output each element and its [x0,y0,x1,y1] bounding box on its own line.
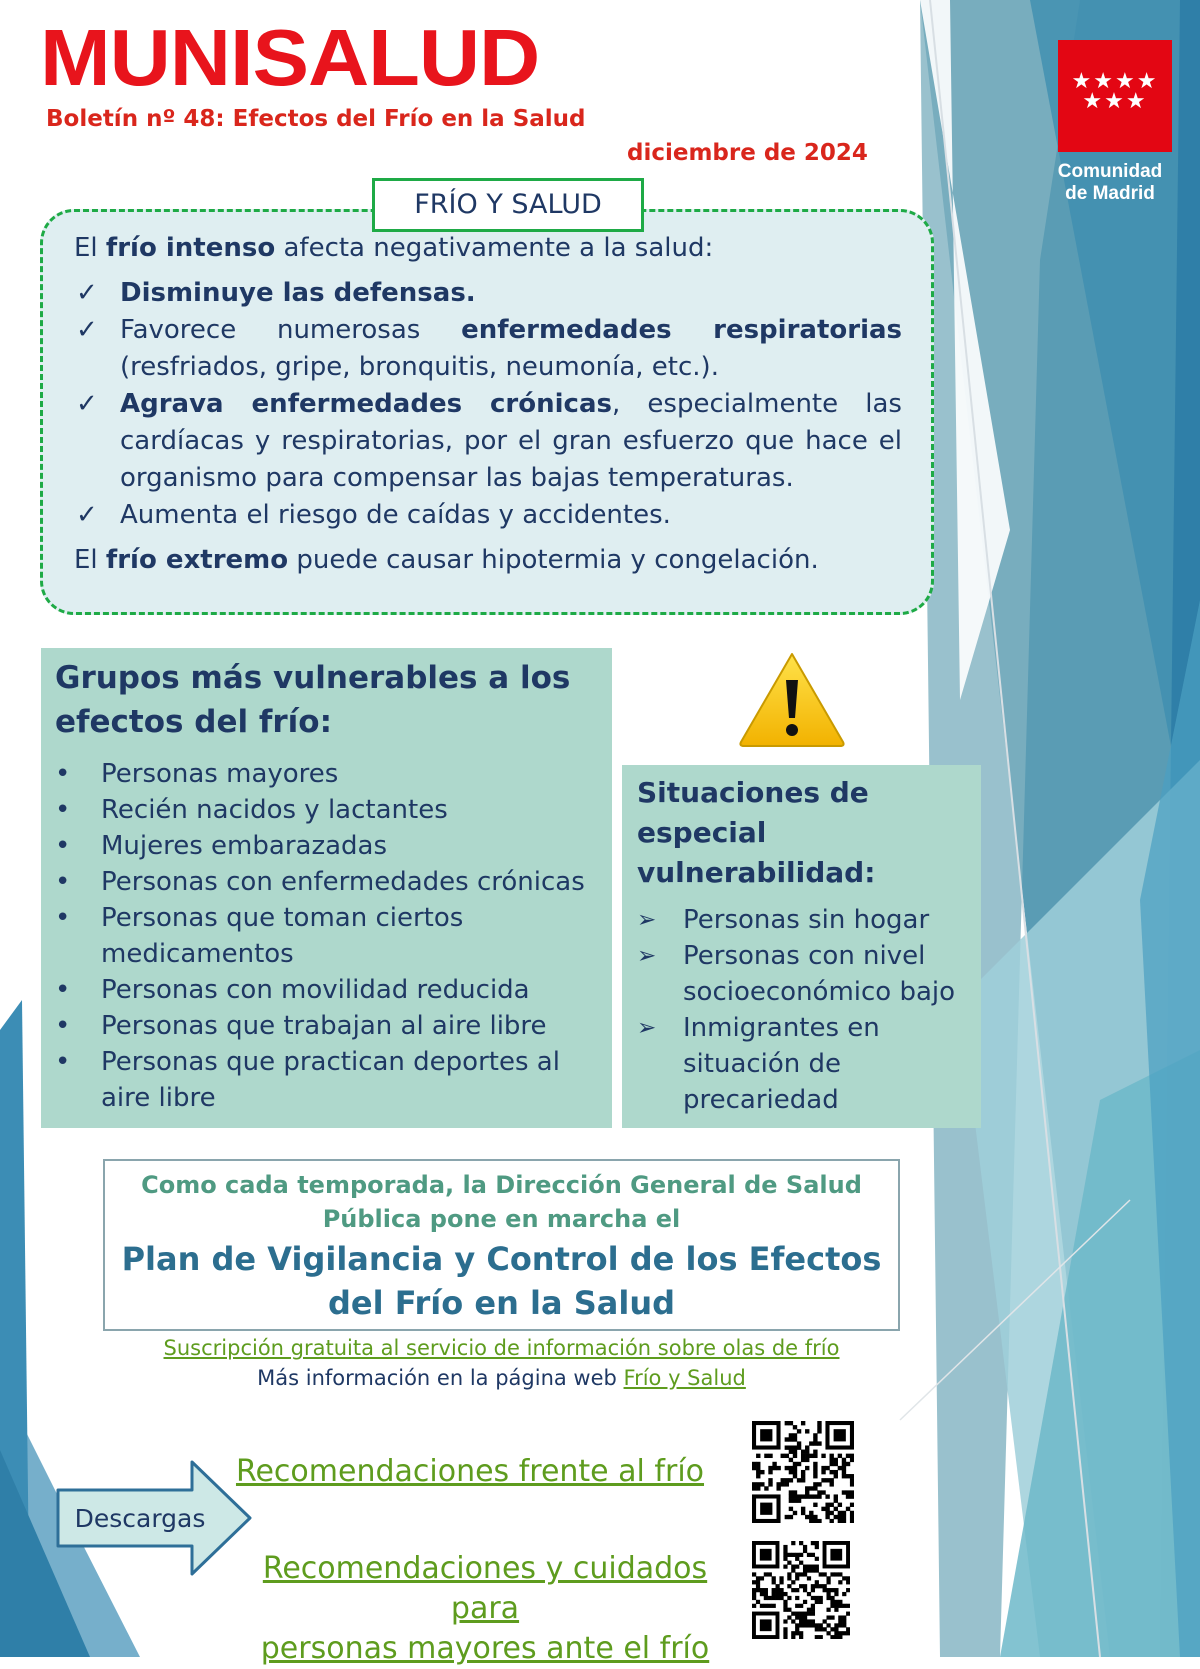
intro-pre: El [74,233,106,263]
arrow-bullet-icon: ➢ [637,943,657,969]
madrid-stars-icon: ★★★★ ★★★ [1071,69,1159,114]
bullet-icon: • [55,759,71,789]
plan-title: Plan de Vigilancia y Control de los Efectos del Frío en la Salud [121,1240,882,1322]
item-text: Personas que practican deportes al aire libre [101,1047,560,1113]
subscription-link[interactable]: Suscripción gratuita al servicio de información sobre olas de frío [163,1336,840,1360]
intro-bold: frío intenso [105,233,276,263]
bullet-icon: • [55,831,71,861]
frio-salud-tab: FRÍO Y SALUD [372,178,644,232]
outro-post: puede causar hipotermia y congelación. [288,545,819,575]
frio-effects-list [74,275,902,534]
item-text: Personas sin hogar [683,905,930,935]
list-item [74,312,902,386]
bullet-icon: • [55,795,71,825]
more-info-text: Más información en la página web [257,1366,624,1390]
frio-salud-web-link[interactable]: Frío y Salud [623,1366,746,1390]
item-text: Personas que toman ciertos medicamentos [101,903,464,969]
check-icon: ✓ [76,278,98,308]
intro-post: afecta negativamente a la salud: [275,233,714,263]
item-bold: Disminuye las defensas. [120,278,476,308]
check-icon: ✓ [76,389,98,419]
rec2-line-2: personas mayores ante el frío [260,1631,710,1666]
outro-pre: El [74,545,106,575]
qr-code-icon[interactable] [752,1421,854,1523]
list-item [55,756,610,792]
more-info-line [100,1366,903,1390]
item-bold: enfermedades respiratorias [461,315,902,345]
downloads-label: Descargas [74,1504,206,1533]
warning-triangle-icon [737,650,847,748]
outro-bold: frío extremo [105,545,289,575]
bullet-icon: • [55,903,71,933]
item-text: Personas con movilidad reducida [101,975,530,1005]
bullet-icon: • [55,1011,71,1041]
list-item [74,497,902,534]
plan-intro: Como cada temporada, la Dirección General de Salud Pública pone en marcha el [141,1171,862,1233]
item-text: Personas mayores [101,759,339,789]
list-item [55,1008,610,1044]
madrid-logo-text [1040,161,1180,205]
check-icon: ✓ [76,315,98,345]
vulnerable-groups-title: Grupos más vulnerables a los efectos del frío: [55,660,571,740]
frio-outro [74,542,902,579]
list-item [637,938,982,1010]
list-item [637,1010,982,1118]
logo-line-1: Comunidad [1057,161,1163,182]
item-text: , especialmente las cardíacas y respiratorias, por el gran esfuerzo que hace el organismo para compensar las bajas temperaturas. [120,389,902,493]
logo-line-2: de Madrid [1065,183,1155,204]
rec2-line-1: Recomendaciones y cuidados para [262,1551,708,1626]
list-item [55,900,610,972]
qr-code-icon[interactable] [752,1541,850,1639]
bullet-icon: • [55,975,71,1005]
list-item [55,1044,610,1116]
frio-salud-content [74,230,902,579]
item-text: Personas que trabajan al aire libre [101,1011,547,1041]
item-bold: Agrava enfermedades crónicas [120,389,612,419]
list-item [74,275,902,312]
check-icon: ✓ [76,500,98,530]
arrow-bullet-icon: ➢ [637,907,657,933]
list-item [55,972,610,1008]
item-text: (resfriados, gripe, bronquitis, neumonía, etc.). [120,352,719,382]
item-text: Mujeres embarazadas [101,831,387,861]
special-vulnerability-list [637,902,982,1118]
vulnerable-groups-list [55,756,610,1116]
list-item [55,864,610,900]
list-item [55,792,610,828]
bulletin-date: diciembre de 2024 [627,140,868,166]
item-text: Inmigrantes en situación de precariedad [683,1013,880,1115]
list-item [55,828,610,864]
bulletin-subtitle: Boletín nº 48: Efectos del Frío en la Salud [46,106,586,132]
arrow-bullet-icon: ➢ [637,1015,657,1041]
list-item [74,386,902,497]
item-text: Personas con enfermedades crónicas [101,867,585,897]
item-text: Aumenta el riesgo de caídas y accidentes. [120,500,671,530]
bullet-icon: • [55,867,71,897]
recommendations-cold-link[interactable]: Recomendaciones frente al frío [235,1454,705,1489]
bullet-icon: • [55,1047,71,1077]
recommendations-elderly-link[interactable] [230,1549,740,1669]
item-text: Recién nacidos y lactantes [101,795,448,825]
frio-intro [74,230,902,267]
list-item [637,902,982,938]
item-pre: Favorece numerosas [120,315,462,345]
special-vulnerability-title: Situaciones de especial vulnerabilidad: [637,776,876,889]
item-text: Personas con nivel socioeconómico bajo [683,941,956,1007]
app-title: MUNISALUD [40,13,540,102]
